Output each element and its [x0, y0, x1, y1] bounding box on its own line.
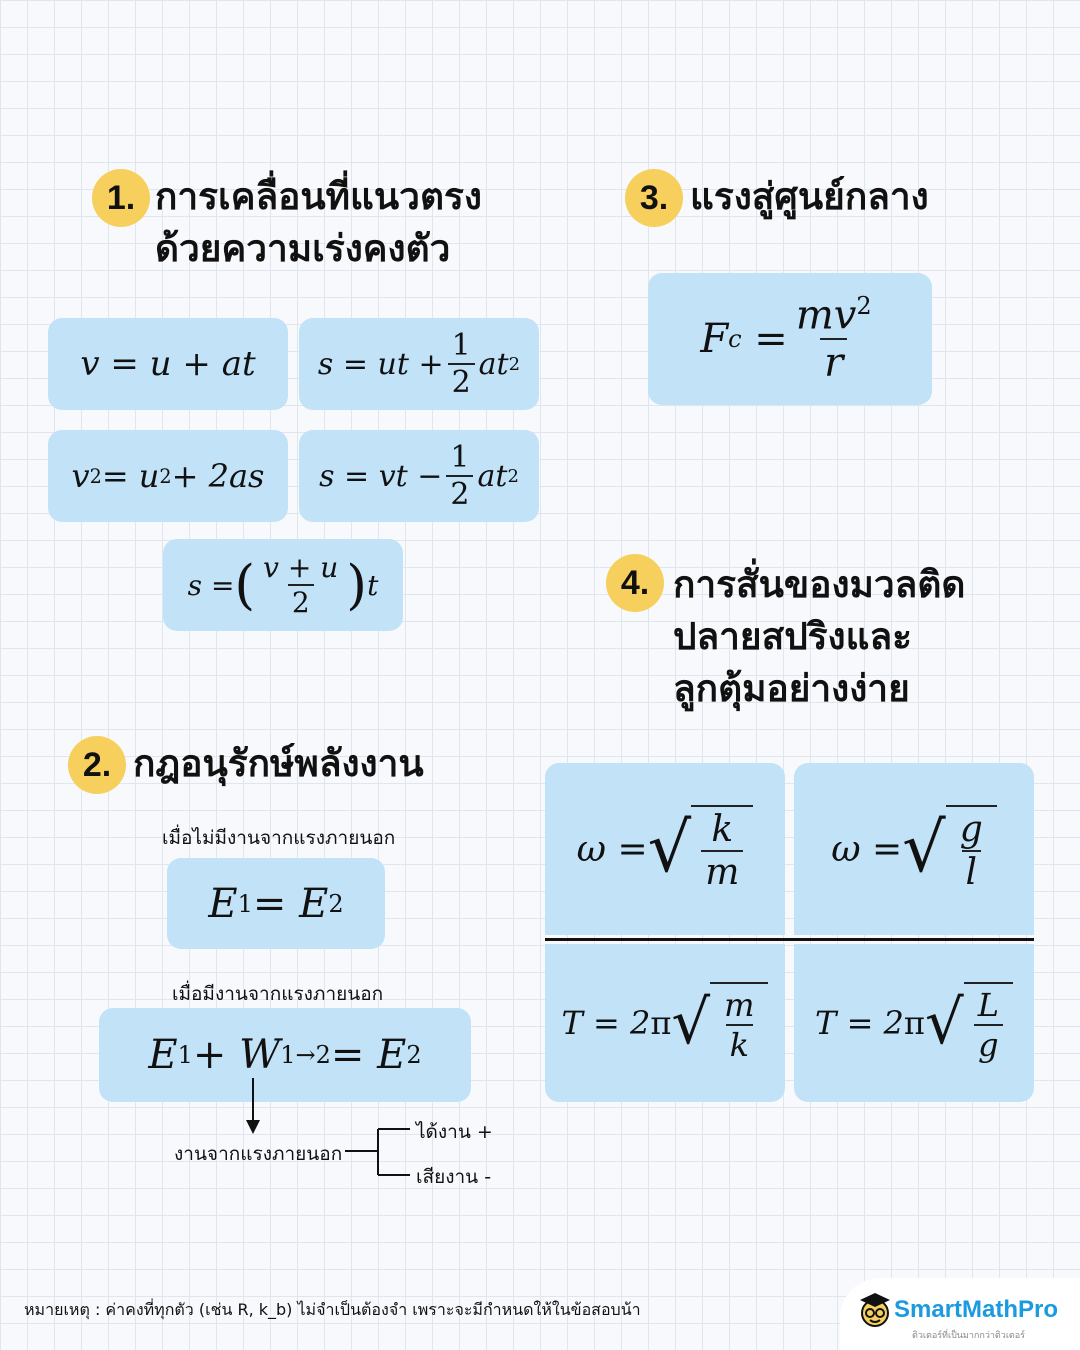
section-1-title-line-1: การเคลื่อนที่แนวตรง: [155, 175, 482, 218]
section-4-title-line-2: ปลายสปริงและ: [673, 615, 913, 658]
section-3-title: แรงสู่ศูนย์กลาง: [690, 175, 929, 218]
formula-period-pendulum: T = 2 π √ $\frac{L}{g}$: [794, 944, 1034, 1102]
formula-e1-plus-work-equals-e2: E 1 + W 1→2 = E 2: [99, 1008, 471, 1102]
logo-tagline: ติวเตอร์ที่เป็นมากกว่าติวเตอร์: [912, 1331, 1025, 1341]
section-1-title-line-2: ด้วยความเร่งคงตัว: [155, 227, 451, 270]
formula-v-u-at: v = u + at: [48, 318, 288, 410]
formula-period-spring: T = 2 π √ $\frac{m}{k}$: [545, 944, 785, 1102]
footnote: หมายเหตุ : ค่าคงที่ทุกตัว (เช่น R, k_b) ไม่จำเป็นต้องจำ เพราะจะมีกำหนดให้ในข้อสอบน้า: [24, 1300, 641, 1319]
formula-omega-spring: ω = √ $\frac{k}{m}$: [545, 763, 785, 935]
formula-v2-u2-2as: v 2 = u 2 + 2as: [48, 430, 288, 522]
loss-work-label: เสียงาน -: [416, 1166, 492, 1188]
work-arrow-head: [246, 1120, 260, 1134]
graduate-face-icon: [858, 1292, 892, 1328]
logo-name: SmartMathPro: [894, 1296, 1059, 1323]
section-2-number: 2.: [82, 745, 112, 784]
label-with-external-work: เมื่อมีงานจากแรงภายนอก: [172, 983, 384, 1005]
formula-s-average-velocity: s = ( $\frac{v + u}{2}$ ) t: [163, 539, 403, 631]
label-no-external-work: เมื่อไม่มีงานจากแรงภายนอก: [162, 827, 396, 849]
formula-s-vt-half-at2: s = vt − $\frac{1}{2}$ at 2: [299, 430, 539, 522]
formula-e1-equals-e2: E 1 = E 2: [167, 858, 385, 949]
formula-centripetal-force: F c = $\frac{mv^2}{r}$: [648, 273, 932, 405]
formula-s-ut-half-at2: s = ut + $\frac{1}{2}$ at 2: [299, 318, 539, 410]
section-4-title-line-3: ลูกตุ้มอย่างง่าย: [673, 667, 910, 710]
logo-badge: [840, 1278, 1080, 1350]
section-4-title-line-1: การสั่นของมวลติด: [673, 563, 966, 606]
section-3-number: 3.: [639, 178, 669, 217]
formula-omega-pendulum: ω = √ $\frac{g}{l}$: [794, 763, 1034, 935]
section-2-title: กฎอนุรักษ์พลังงาน: [133, 742, 424, 785]
external-work-label: งานจากแรงภายนอก: [174, 1143, 343, 1165]
gain-work-label: ได้งาน +: [416, 1121, 493, 1143]
section-4-number: 4.: [620, 563, 650, 602]
section-1-number: 1.: [106, 178, 136, 217]
